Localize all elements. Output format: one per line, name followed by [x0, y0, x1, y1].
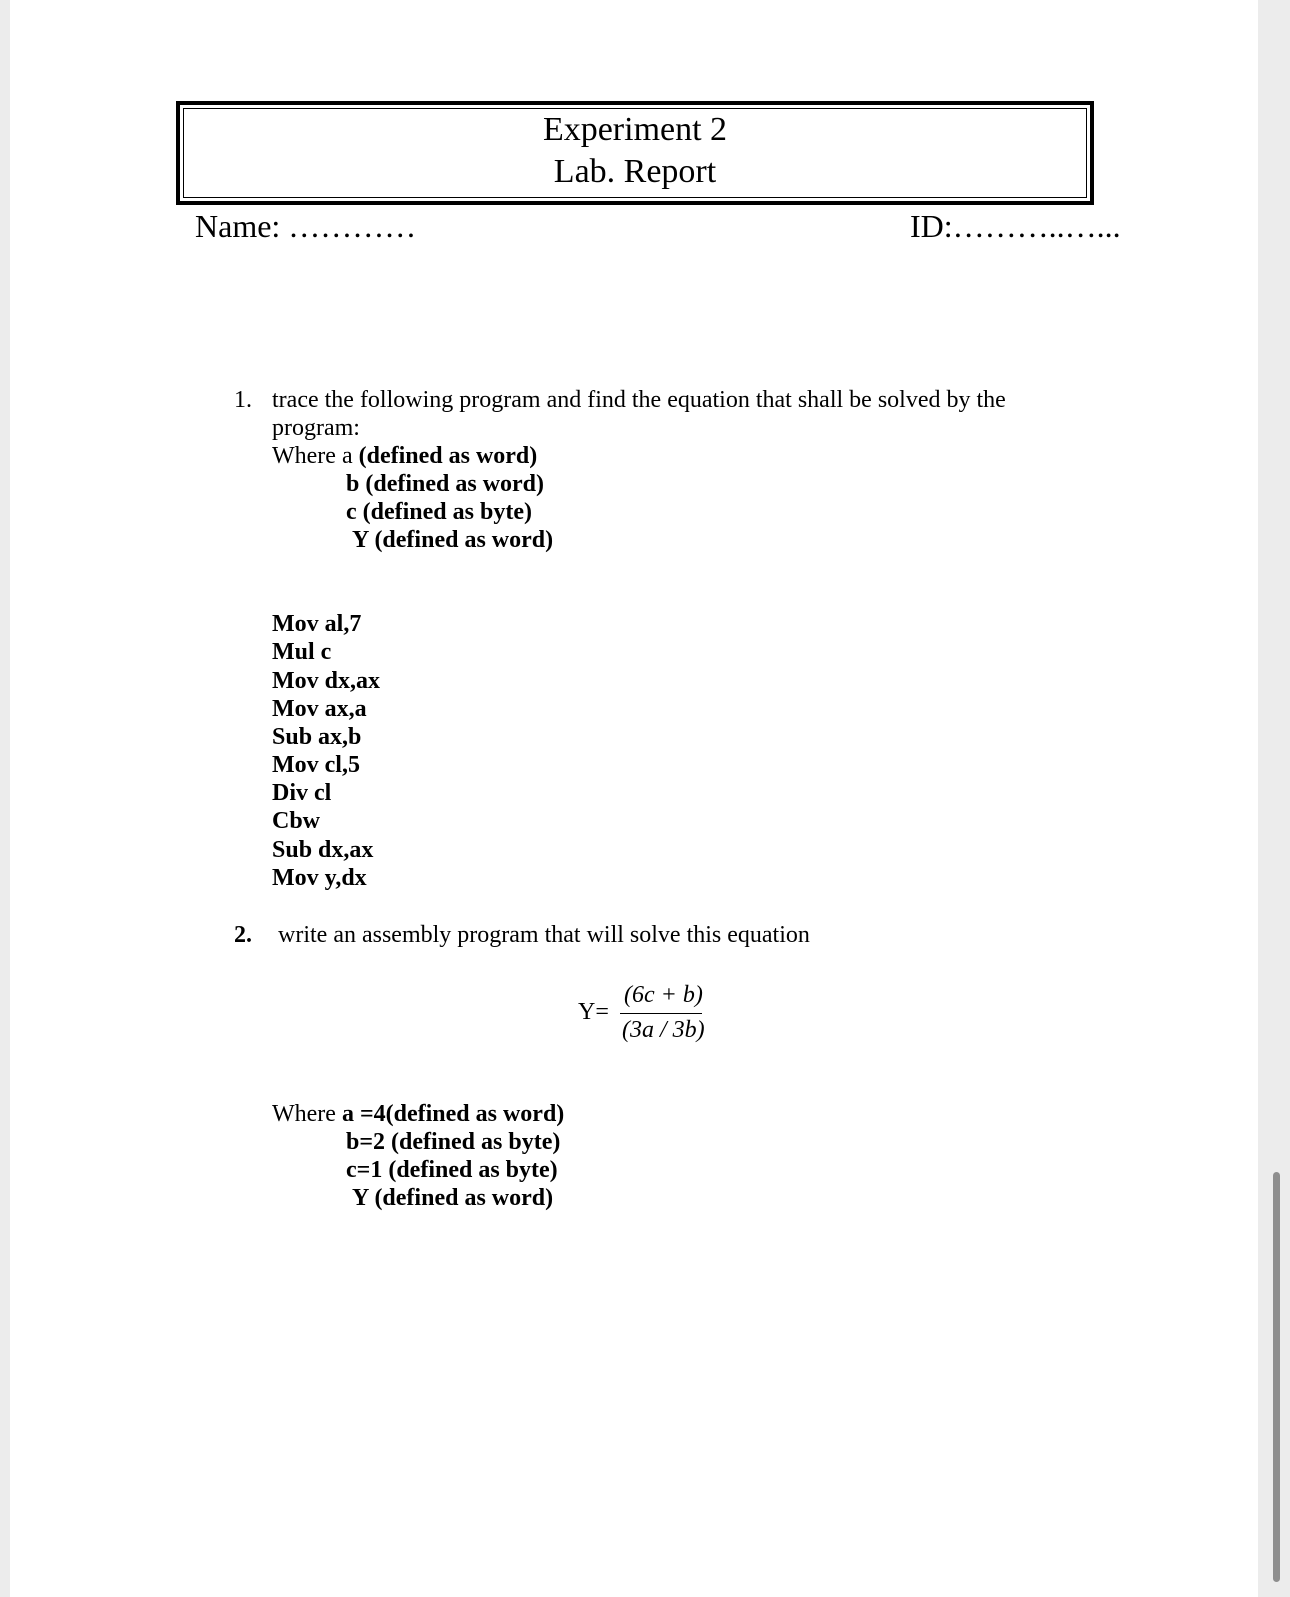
question2-where-b: b=2 (defined as byte) [346, 1129, 561, 1155]
equation-lhs: Y= [578, 999, 609, 1025]
vertical-scrollbar[interactable] [1262, 0, 1290, 1597]
question1-number: 1. [234, 387, 252, 413]
question2-where-c: c=1 (defined as byte) [346, 1157, 558, 1183]
equation-denominator: (3a / 3b) [622, 1017, 705, 1043]
question1-where-b: b (defined as word) [346, 471, 545, 497]
question2-text: write an assembly program that will solve this equation [278, 922, 810, 948]
experiment-title: Experiment 2 [542, 111, 728, 148]
code-line: Mov y,dx [272, 865, 367, 891]
code-line: Div cl [272, 780, 332, 806]
question1-text-line1: trace the following program and find the equation that shall be solved by the [272, 387, 1006, 413]
question2-number: 2. [234, 922, 252, 948]
code-line: Mov dx,ax [272, 668, 380, 694]
report-subtitle: Lab. Report [553, 153, 717, 190]
fraction-bar [620, 1013, 702, 1014]
code-line: Mov ax,a [272, 696, 367, 722]
question2-where-a [272, 1100, 564, 1128]
code-line: Mov al,7 [272, 611, 362, 637]
question1-where-y: Y (defined as word) [352, 527, 554, 553]
id-field: ID:………..…... [910, 208, 1121, 244]
code-line: Mul c [272, 639, 332, 665]
where-a-value: a =4(defined as word) [341, 1101, 565, 1127]
code-line: Sub ax,b [272, 724, 362, 750]
code-line: Mov cl,5 [272, 752, 360, 778]
title-box [176, 101, 1094, 205]
question2-where-y: Y (defined as word) [352, 1185, 554, 1211]
where-prefix: Where a [272, 443, 353, 469]
name-field: Name: ………… [195, 208, 417, 244]
where-prefix: Where [272, 1101, 336, 1127]
equation-numerator: (6c + b) [624, 982, 703, 1008]
where-a-definition: (defined as word) [358, 443, 538, 469]
code-line: Cbw [272, 808, 321, 834]
question1-text-line2: program: [272, 415, 360, 441]
question1-where-a [272, 442, 537, 470]
code-line: Sub dx,ax [272, 837, 374, 863]
scrollbar-thumb[interactable] [1273, 1172, 1280, 1582]
question1-where-c: c (defined as byte) [346, 499, 532, 525]
